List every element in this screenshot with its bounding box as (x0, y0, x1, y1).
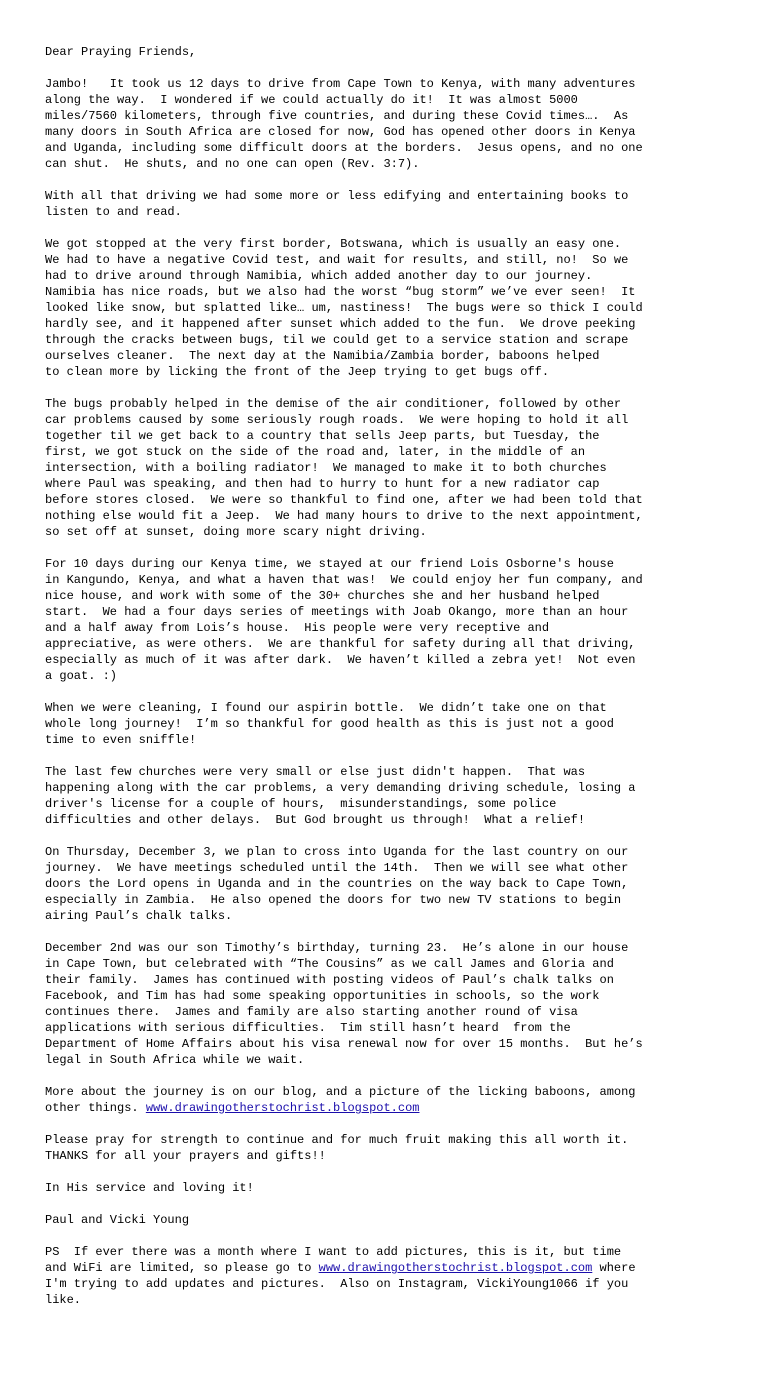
paragraph-line: When we were cleaning, I found our aspirin bottle. We didn’t take one on that (45, 701, 607, 715)
paragraph-line: especially in Zambia. He also opened the doors for two new TV stations to begin (45, 893, 622, 907)
paragraph-line: journey. We have meetings scheduled until the 14th. Then we will see what other (45, 861, 629, 875)
paragraph-line: legal in South Africa while we wait. (45, 1053, 305, 1067)
paragraph-line: December 2nd was our son Timothy’s birthday, turning 23. He’s alone in our house (45, 941, 629, 955)
paragraph-line: miles/7560 kilometers, through five countries, and during these Covid times…. As (45, 109, 629, 123)
paragraph-line: driver's license for a couple of hours, misunderstandings, some police (45, 797, 557, 811)
paragraph-line: The last few churches were very small or else just didn't happen. That was (45, 765, 586, 779)
paragraph-line: their family. James has continued with posting videos of Paul’s chalk talks on (45, 973, 614, 987)
ps-line-4: like. (45, 1293, 82, 1307)
letter-paragraph (45, 764, 760, 828)
paragraph-line: doors the Lord opens in Uganda and in the countries on the way back to Cape Town, (45, 877, 629, 891)
ps-paragraph (45, 1244, 760, 1308)
blog-link[interactable]: www.drawingotherstochrist.blogspot.com (145, 1101, 420, 1115)
paragraph-line: On Thursday, December 3, we plan to cross into Uganda for the last country on our (45, 845, 629, 859)
ps-line-3: I'm trying to add updates and pictures. Also on Instagram, VickiYoung1066 if you (45, 1277, 629, 1291)
paragraph-line: We had to have a negative Covid test, and wait for results, and still, no! So we (45, 253, 629, 267)
paragraph-line: many doors in South Africa are closed for now, God has opened other doors in Kenya (45, 125, 636, 139)
closing: In His service and loving it! (45, 1181, 254, 1195)
paragraph-line: through the cracks between bugs, til we could get to a service station and scrape (45, 333, 629, 347)
paragraph-line: appreciative, as were others. We are thankful for safety during all that driving, (45, 637, 636, 651)
paragraph-line: Facebook, and Tim has had some speaking opportunities in schools, so the work (45, 989, 600, 1003)
paragraph-line: ourselves cleaner. The next day at the Namibia/Zambia border, baboons helped (45, 349, 600, 363)
paragraph-line: and Uganda, including some difficult doors at the borders. Jesus opens, and no one (45, 141, 643, 155)
blog-line-1: More about the journey is on our blog, and a picture of the licking baboons, among (45, 1085, 636, 1099)
paragraph-line: before stores closed. We were so thankful to find one, after we had been told that (45, 493, 643, 507)
letter-paragraph (45, 188, 760, 220)
letter-paragraph (45, 236, 760, 380)
paragraph-line: hardly see, and it happened after sunset which added to the fun. We drove peeking (45, 317, 636, 331)
paragraph-line: start. We had a four days series of meetings with Joab Okango, more than an hour (45, 605, 629, 619)
signature: Paul and Vicki Young (45, 1213, 190, 1227)
paragraph-line: airing Paul’s chalk talks. (45, 909, 233, 923)
letter-body (45, 76, 760, 1068)
paragraph-line: applications with serious difficulties. Tim still hasn’t heard from the (45, 1021, 571, 1035)
blog-paragraph (45, 1084, 760, 1116)
paragraph-line: Department of Home Affairs about his visa renewal now for over 15 months. But he’s (45, 1037, 643, 1051)
paragraph-line: whole long journey! I’m so thankful for good health as this is just not a good (45, 717, 614, 731)
ps-line-2-suffix: where (592, 1261, 636, 1275)
paragraph-line: a goat. :) (45, 669, 118, 683)
letter-paragraph (45, 76, 760, 172)
paragraph-line: car problems caused by some seriously rough roads. We were hoping to hold it all (45, 413, 629, 427)
paragraph-line: where Paul was speaking, and then had to hurry to hunt for a new radiator cap (45, 477, 600, 491)
paragraph-line: time to even sniffle! (45, 733, 197, 747)
paragraph-line: difficulties and other delays. But God brought us through! What a relief! (45, 813, 586, 827)
letter-paragraph (45, 844, 760, 924)
letter-paragraph (45, 556, 760, 684)
paragraph-line: intersection, with a boiling radiator! We managed to make it to both churches (45, 461, 607, 475)
prayer-line: Please pray for strength to continue and for much fruit making this all worth it. (45, 1133, 629, 1147)
paragraph-line: can shut. He shuts, and no one can open (Rev. 3:7). (45, 157, 420, 171)
paragraph-line: especially as much of it was after dark. We haven’t killed a zebra yet! Not even (45, 653, 636, 667)
paragraph-line: so set off at sunset, doing more scary night driving. (45, 525, 427, 539)
paragraph-line: first, we got stuck on the side of the road and, later, in the middle of an (45, 445, 586, 459)
paragraph-line: Namibia has nice roads, but we also had the worst “bug storm” we’ve ever seen! It (45, 285, 636, 299)
paragraph-line: The bugs probably helped in the demise of the air conditioner, followed by other (45, 397, 622, 411)
paragraph-line: listen to and read. (45, 205, 182, 219)
paragraph-line: Jambo! It took us 12 days to drive from Cape Town to Kenya, with many adventures (45, 77, 636, 91)
ps-blog-link[interactable]: www.drawingotherstochrist.blogspot.com (318, 1261, 593, 1275)
letter-paragraph (45, 396, 760, 540)
greeting: Dear Praying Friends, (45, 45, 197, 59)
paragraph-line: together til we get back to a country that sells Jeep parts, but Tuesday, the (45, 429, 600, 443)
ps-line-2-prefix: and WiFi are limited, so please go to (45, 1261, 319, 1275)
paragraph-line: and a half away from Lois’s house. His people were very receptive and (45, 621, 550, 635)
paragraph-line: to clean more by licking the front of the Jeep trying to get bugs off. (45, 365, 550, 379)
letter-paragraph (45, 700, 760, 748)
paragraph-line: nice house, and work with some of the 30+ churches she and her husband helped (45, 589, 600, 603)
prayer-line: THANKS for all your prayers and gifts!! (45, 1149, 326, 1163)
paragraph-line: With all that driving we had some more or less edifying and entertaining books to (45, 189, 629, 203)
paragraph-line: looked like snow, but splatted like… um, nastiness! The bugs were so thick I could (45, 301, 643, 315)
paragraph-line: along the way. I wondered if we could actually do it! It was almost 5000 (45, 93, 578, 107)
paragraph-line: For 10 days during our Kenya time, we stayed at our friend Lois Osborne's house (45, 557, 614, 571)
prayer-paragraph (45, 1132, 760, 1164)
ps-line-1: PS If ever there was a month where I want to add pictures, this is it, but time (45, 1245, 622, 1259)
letter-paragraph (45, 940, 760, 1068)
paragraph-line: had to drive around through Namibia, which added another day to our journey. (45, 269, 593, 283)
paragraph-line: in Kangundo, Kenya, and what a haven that was! We could enjoy her fun company, and (45, 573, 643, 587)
paragraph-line: happening along with the car problems, a very demanding driving schedule, losing a (45, 781, 636, 795)
paragraph-line: in Cape Town, but celebrated with “The Cousins” as we call James and Gloria and (45, 957, 614, 971)
blog-line-2-prefix: other things. (45, 1101, 146, 1115)
paragraph-line: We got stopped at the very first border, Botswana, which is usually an easy one. (45, 237, 622, 251)
paragraph-line: continues there. James and family are also starting another round of visa (45, 1005, 578, 1019)
paragraph-line: nothing else would fit a Jeep. We had many hours to drive to the next appointment, (45, 509, 643, 523)
